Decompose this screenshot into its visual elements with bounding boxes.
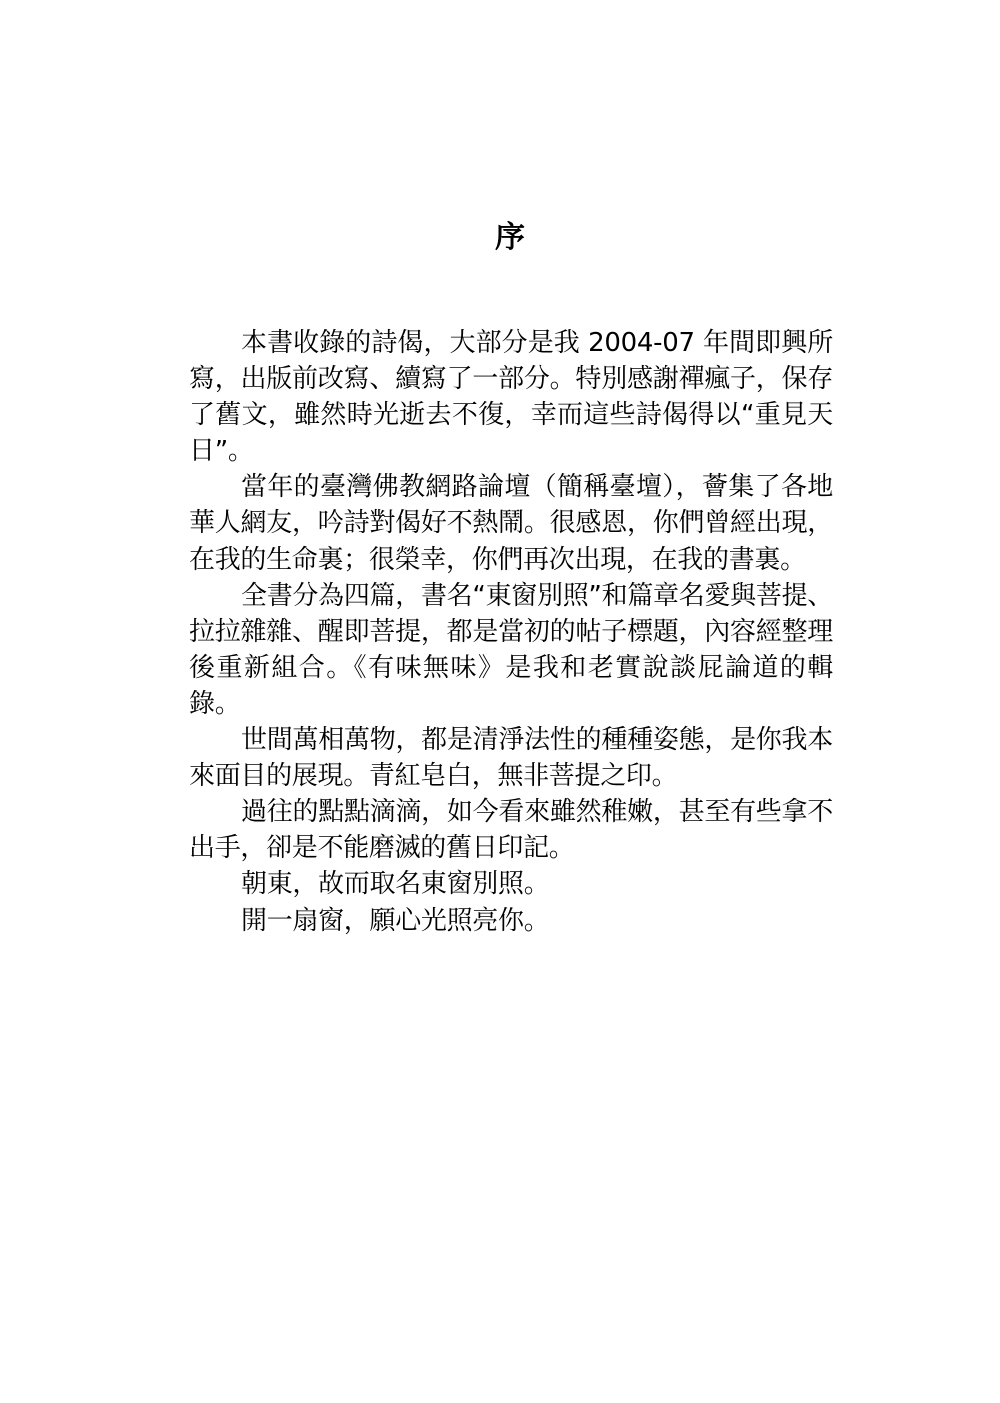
paragraph-5: 過往的點點滴滴，如今看來雖然稚嫩，甚至有些拿不出手，卻是不能磨滅的舊日印記。 xyxy=(189,797,833,864)
paragraph-3: 全書分為四篇，書名“東窗別照”和篇章名愛與菩提、拉拉雜雜、醒即菩提，都是當初的帖子標題，內容經整理後重新組合。《有味無味》是我和老實說談屁論道的輯錄。 xyxy=(189,580,833,719)
paragraph-6: 朝東，故而取名東窗別照。 xyxy=(241,869,550,900)
paragraph-4: 世間萬相萬物，都是清淨法性的種種姿態，是你我本來面目的展現。青紅皂白，無非菩提之印。 xyxy=(189,725,833,792)
paragraph-2: 當年的臺灣佛教網路論壇（簡稱臺壇），薈集了各地華人網友，吟詩對偈好不熱鬧。很感恩，你們曾經出現，在我的生命裏；很榮幸，你們再次出現，在我的書裏。 xyxy=(189,472,833,575)
page-title: 序 xyxy=(495,220,525,255)
paragraph-1: 本書收錄的詩偈，大部分是我 2004-07 年間即興所寫，出版前改寫、續寫了一部分。特別感謝禪瘋子，保存了舊文，雖然時光逝去不復，幸而這些詩偈得以“重見天日”。 xyxy=(189,328,833,467)
preface-body xyxy=(189,325,833,939)
paragraph-7: 開一扇窗，願心光照亮你。 xyxy=(241,905,550,936)
